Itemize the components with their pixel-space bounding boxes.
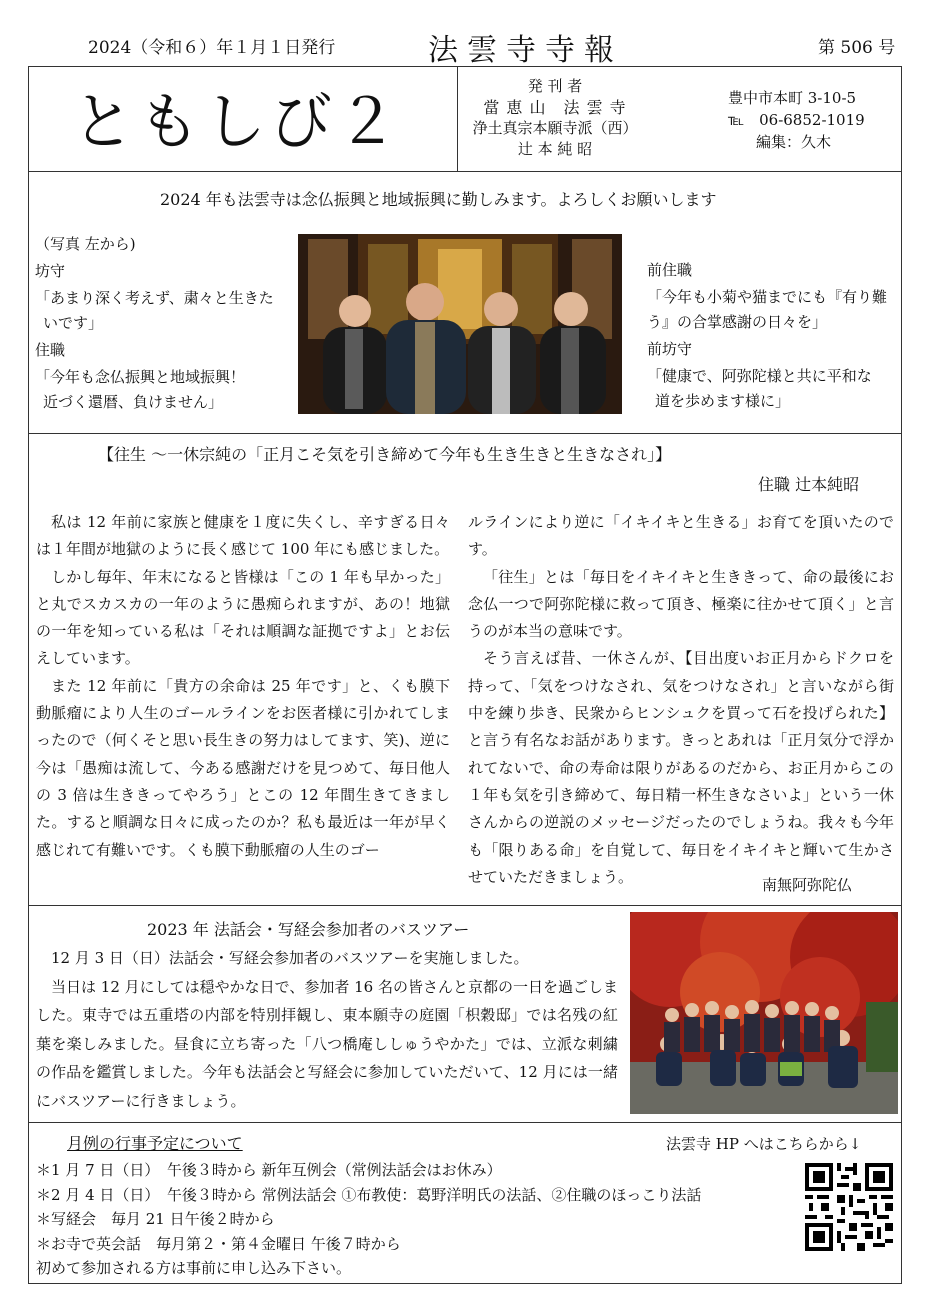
rule <box>28 433 902 434</box>
article-author: 住職 辻本純昭 <box>758 475 860 494</box>
article-paragraph: 「往生」とは「毎日をイキイキと生ききって、命の最後にお念仏一つで阿弥陀様に救って頂き、極楽に往かせて頂く」と言うのが本当の意味です。 <box>468 567 894 641</box>
caption-line: いです」 <box>43 314 104 332</box>
rule <box>28 1122 902 1123</box>
caption-line: 坊守 <box>35 262 66 280</box>
caption-line: 道を歩めます様に」 <box>655 392 791 410</box>
schedule-item: ＊2 月 4 日（日） 午後３時から 常例法話会 ①布教使：葛野洋明氏の法話、②住職のほっこり法話 <box>36 1185 702 1204</box>
greeting-headline: 2024 年も法雲寺は念仏振興と地域振興に勤しみます。よろしくお願いします <box>160 190 717 209</box>
tour-title: 2023 年 法話会・写経会参加者のバスツアー <box>147 920 470 939</box>
editor: 編集：久木 <box>756 133 832 151</box>
caption-line: 「あまり深く考えず、粛々と生きた <box>35 289 274 307</box>
temple-name: 當 恵 山 法 雲 寺 <box>483 98 627 117</box>
rule <box>28 905 902 906</box>
qr-code-icon[interactable] <box>805 1163 893 1251</box>
publisher-name: 辻 本 純 昭 <box>517 140 593 158</box>
caption-line: 住職 <box>35 341 66 359</box>
caption-line: （写真 左から) <box>35 235 136 253</box>
publisher-block <box>470 76 640 160</box>
schedule-list <box>36 1158 796 1281</box>
article-closing: 南無阿弥陀仏 <box>762 876 853 894</box>
article-paragraph: ルラインにより逆に「イキイキと生きる」お育てを頂いたのです。 <box>468 513 894 559</box>
article-paragraph: また 12 年前に「貴方の余命は 25 年です」と、くも膜下動脈瘤により人生のゴールラインをお医者様に引かれてしまったので（何くそと思い長生きの努力はしてます、笑)、逆に今は「愚痴は流して、今ある感謝だけを見つめて、毎日他人の 3 倍は生ききってやろう」とこの 12 年間生きてきました。すると順調な日々に成ったのか？私も最近は一年が早く感じれて有難いです。くも膜下動脈瘤の人生のゴー <box>36 676 450 859</box>
publisher-label: 発 刊 者 <box>527 77 583 95</box>
tour-paragraph: 12 月 3 日（日）法話会・写経会参加者のバスツアーを実施しました。 <box>51 949 529 967</box>
tour-text <box>36 944 618 1115</box>
contact-block <box>728 87 865 153</box>
telephone: ℡ 06-6852-1019 <box>728 111 865 129</box>
rule <box>28 171 902 172</box>
caption-line: 「健康で、阿弥陀様と共に平和な <box>647 367 872 385</box>
address: 豊中市本町 3-10-5 <box>728 89 857 107</box>
qr-code-graphic <box>805 1163 893 1251</box>
article-paragraph: 私は 12 年前に家族と健康を１度に失くし、辛すぎる日々は１年間が地獄のように長く感じて 100 年にも感じました。 <box>36 513 450 559</box>
schedule-item: ＊お寺で英会話 毎月第２・第４金曜日 午後７時から <box>36 1234 401 1253</box>
schedule-item: ＊1 月 7 日（日） 午後３時から 新年互例会（常例法話会はお休み） <box>36 1161 502 1179</box>
tour-paragraph: 当日は 12 月にしては穏やかな日で、参加者 16 名の皆さんと京都の一日を過ごしました。東寺では五重塔の内部を特別拝観し、東本願寺の庭園「枳穀邸」では名残の紅葉を楽しみました。昼食に立ち寄った「八つ橋庵ししゅうやかた」では、立派な刺繍の作品を鑑賞しました。今年も法話会と写経会に参加していただいて、12 月には一緒にバスツアーに行きましょう。 <box>36 977 618 1110</box>
caption-line: 「今年も小菊や猫までにも『有り難 <box>647 288 888 306</box>
caption-line: 近づく還暦、負けません」 <box>43 393 224 411</box>
article-title: 【往生 〜一休宗純の「正月こそ気を引き締めて今年も生き生きと生きなされ」】 <box>98 445 672 464</box>
schedule-title: 月例の行事予定について <box>67 1134 243 1153</box>
caption-line: 前坊守 <box>647 340 693 358</box>
tour-group-photo-illustration <box>630 912 898 1114</box>
sect-name: 浄土真宗本願寺派（西） <box>472 119 638 137</box>
clergy-photo <box>298 234 622 414</box>
caption-line: 前住職 <box>647 261 693 279</box>
schedule-item: 初めて参加される方は事前に申し込み下さい。 <box>36 1259 352 1277</box>
paper-title: 法雲寺寺報 <box>428 33 623 68</box>
left-caption <box>35 232 285 415</box>
hp-note: 法雲寺 HP へはこちらから↓ <box>666 1135 862 1153</box>
tour-group-photo <box>630 912 898 1114</box>
article-column-right <box>468 509 894 891</box>
right-caption <box>647 258 897 414</box>
article-paragraph: しかし毎年、年末になると皆様は「この 1 年も早かった」と丸でスカスカの一年のように愚痴られますが、あの！地獄の一年を知っている私は「それは順調な証拠ですよ」とお伝えしています。 <box>36 567 450 668</box>
caption-line: う』の合掌感謝の日々を」 <box>647 313 828 331</box>
article-paragraph: そう言えば昔、一休さんが、【目出度いお正月からドクロを持って、「気をつけなされ、気をつけなされ」と言いながら街中を練り歩き、民衆からヒンシュクを買って石を投げられた】と言う有名なお話があります。きっとあれは「正月気分で浮かれてないで、命の寿命は限りがあるのだから、お正月からこの１年も気を引き締めて、毎日精一杯生きなさいよ」という一休さんからの逆説のメッセージだったのでしょうね。我々も今年も「限りある命」を自覚して、毎日をイキイキと輝いて生かさせていただきましょう。 <box>468 649 894 886</box>
article-column-left <box>36 509 450 864</box>
issue-number: 第 506 号 <box>818 38 896 58</box>
clergy-photo-illustration <box>298 234 622 414</box>
brand-logo: ともしび２ <box>72 85 403 158</box>
masthead-divider <box>457 66 458 171</box>
caption-line: 「今年も念仏振興と地域振興！ <box>35 368 246 386</box>
schedule-item: ＊写経会 毎月 21 日午後２時から <box>36 1210 275 1228</box>
issue-date: 2024（令和６）年１月１日発行 <box>88 38 336 58</box>
